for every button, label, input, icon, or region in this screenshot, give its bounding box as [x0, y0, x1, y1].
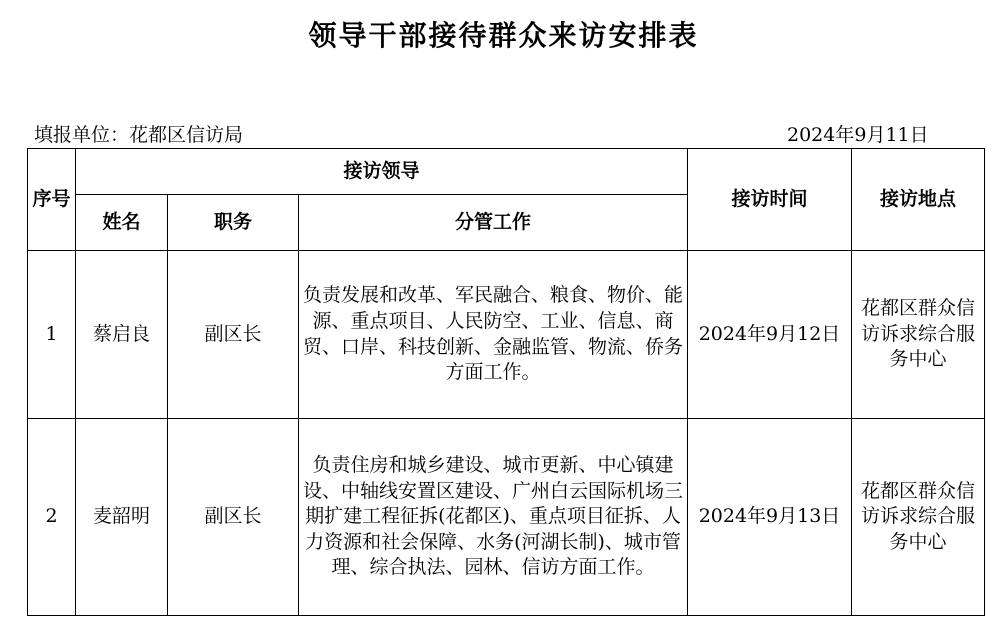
- row-location: 花都区群众信访诉求综合服务中心: [852, 419, 985, 616]
- row-position: 副区长: [168, 251, 299, 419]
- row-location: 花都区群众信访诉求综合服务中心: [852, 251, 985, 419]
- row-seq: 1: [28, 251, 76, 419]
- table-row: [28, 251, 985, 419]
- header-leader-group: 接访领导: [76, 149, 688, 195]
- table-row: [28, 419, 985, 616]
- header-row: [28, 149, 985, 195]
- header-seq: 序号: [28, 149, 76, 251]
- row-time: 2024年9月12日: [688, 251, 852, 419]
- row-time: 2024年9月13日: [688, 419, 852, 616]
- row-name: 蔡启良: [76, 251, 168, 419]
- row-name: 麦韶明: [76, 419, 168, 616]
- header-location: 接访地点: [852, 149, 985, 251]
- header-duties: 分管工作: [299, 195, 688, 251]
- schedule-table: [27, 148, 985, 616]
- header-position: 职务: [168, 195, 299, 251]
- header-time: 接访时间: [688, 149, 852, 251]
- header-name: 姓名: [76, 195, 168, 251]
- filing-unit: 填报单位：花都区信访局: [34, 124, 244, 146]
- row-seq: 2: [28, 419, 76, 616]
- row-duties: 负责住房和城乡建设、城市更新、中心镇建设、中轴线安置区建设、广州白云国际机场三期扩建工程征拆(花都区)、重点项目征拆、人力资源和社会保障、水务(河湖长制)、城市管理、综合执法、园林、信访方面工作。: [299, 419, 688, 616]
- row-position: 副区长: [168, 419, 299, 616]
- row-duties: 负责发展和改革、军民融合、粮食、物价、能源、重点项目、人民防空、工业、信息、商贸、口岸、科技创新、金融监管、物流、侨务方面工作。: [299, 251, 688, 419]
- page-title: 领导干部接待群众来访安排表: [308, 19, 699, 52]
- fill-date: 2024年9月11日: [787, 124, 929, 146]
